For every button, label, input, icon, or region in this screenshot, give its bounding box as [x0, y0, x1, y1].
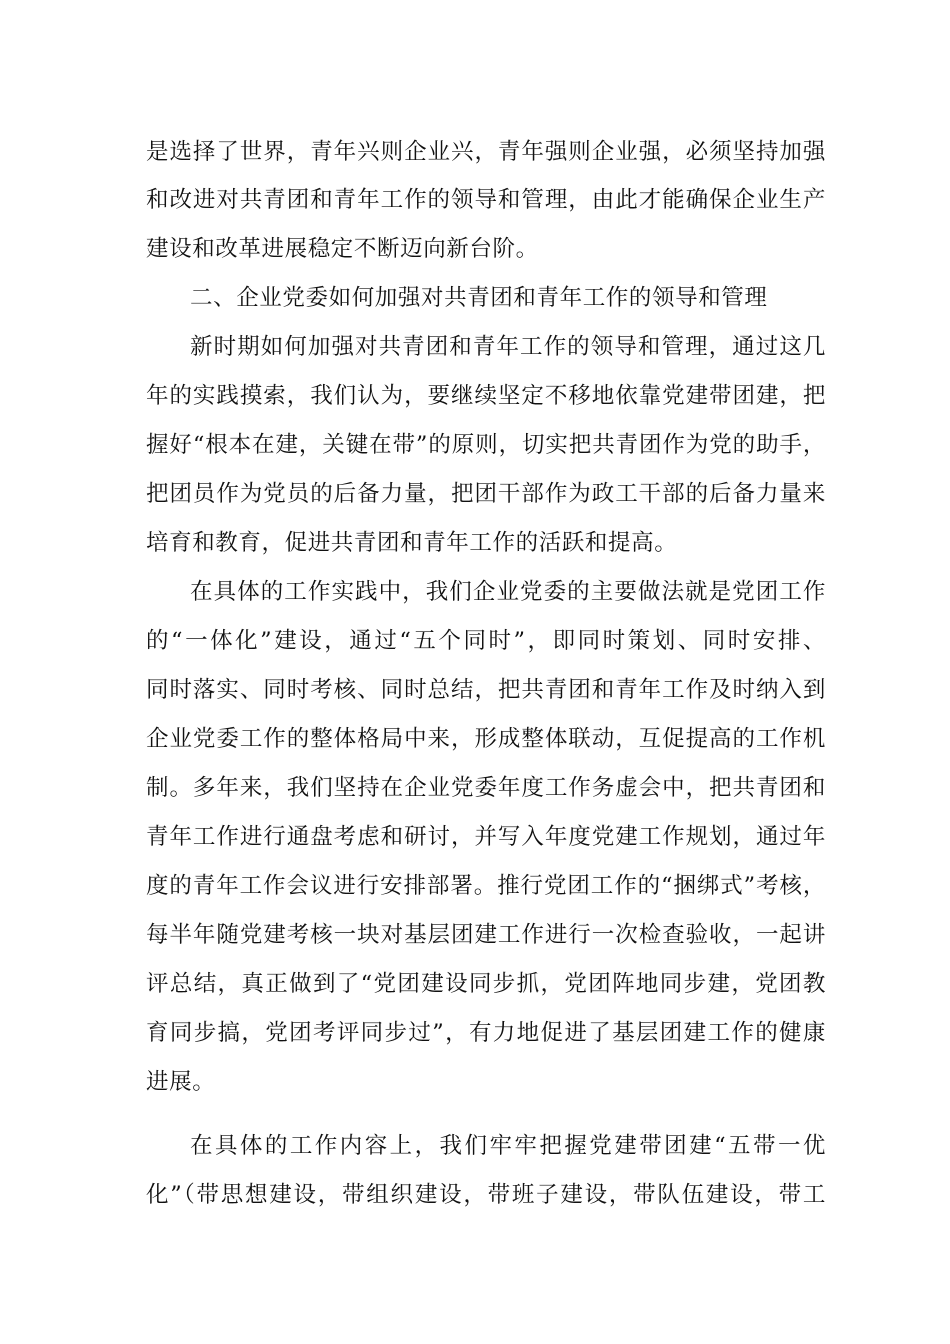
text-line: 培育和教育，促进共青团和青年工作的活跃和提高。 — [146, 530, 678, 556]
section-heading: 二、企业党委如何加强对共青团和青年工作的领导和管理 — [190, 285, 768, 311]
text-line: 化”（带思想建设，带组织建设，带班子建设，带队伍建设，带工 — [146, 1182, 826, 1208]
text-line: 新时期如何加强对共青团和青年工作的领导和管理，通过这几 — [190, 334, 826, 360]
text-line: 评总结，真正做到了“党团建设同步抓，党团阵地同步建，党团教 — [146, 971, 826, 997]
text-line: 度的青年工作会议进行安排部署。推行党团工作的“捆绑式”考核， — [146, 873, 826, 899]
text-line: 握好“根本在建，关键在带”的原则，切实把共青团作为党的助手， — [146, 432, 826, 458]
text-line: 在具体的工作内容上，我们牢牢把握党建带团建“五带一优 — [190, 1133, 826, 1159]
text-line: 和改进对共青团和青年工作的领导和管理，由此才能确保企业生产 — [146, 187, 826, 213]
text-line: 进展。 — [146, 1069, 216, 1095]
text-line: 制。多年来，我们坚持在企业党委年度工作务虚会中，把共青团和 — [146, 775, 826, 801]
text-line: 企业党委工作的整体格局中来，形成整体联动，互促提高的工作机 — [146, 726, 826, 752]
text-line: 的“一体化”建设，通过“五个同时”，即同时策划、同时安排、 — [146, 628, 826, 654]
text-line: 青年工作进行通盘考虑和研讨，并写入年度党建工作规划，通过年 — [146, 824, 826, 850]
text-line: 建设和改革进展稳定不断迈向新台阶。 — [146, 236, 539, 262]
text-line: 年的实践摸索，我们认为，要继续坚定不移地依靠党建带团建，把 — [146, 383, 826, 409]
text-line: 在具体的工作实践中，我们企业党委的主要做法就是党团工作 — [190, 579, 826, 605]
text-line: 每半年随党建考核一块对基层团建工作进行一次检查验收，一起讲 — [146, 922, 826, 948]
text-line: 育同步搞，党团考评同步过”，有力地促进了基层团建工作的健康 — [146, 1020, 826, 1046]
text-line: 同时落实、同时考核、同时总结，把共青团和青年工作及时纳入到 — [146, 677, 826, 703]
text-line: 把团员作为党员的后备力量，把团干部作为政工干部的后备力量来 — [146, 481, 826, 507]
text-line: 是选择了世界，青年兴则企业兴，青年强则企业强，必须坚持加强 — [146, 139, 826, 165]
